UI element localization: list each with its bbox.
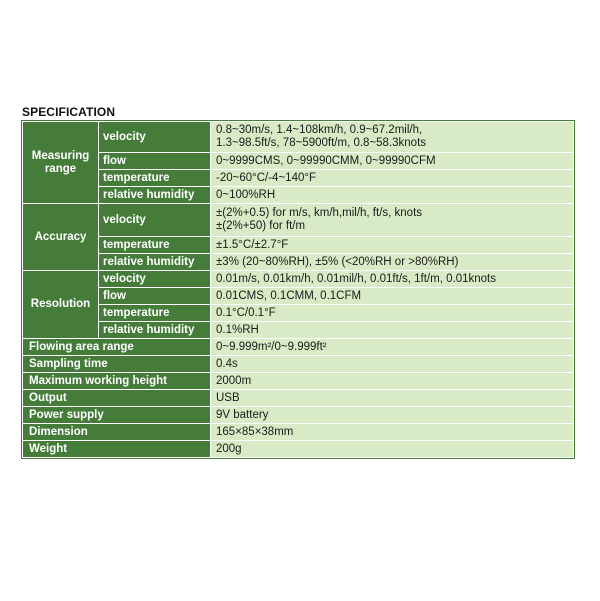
value-line: 1.3~98.5ft/s, 78~5900ft/m, 0.8~58.3knots [216, 137, 427, 149]
power-supply-label: Power supply [23, 407, 211, 424]
resolution-velocity-label: velocity [99, 271, 211, 288]
output-label: Output [23, 390, 211, 407]
measuring-humidity-label: relative humidity [99, 187, 211, 204]
weight-label: Weight [23, 441, 211, 458]
table-row [23, 204, 574, 237]
measuring-humidity-value: 0~100%RH [211, 187, 574, 204]
flowing-area-label: Flowing area range [23, 339, 211, 356]
resolution-flow-label: flow [99, 288, 211, 305]
value-line: ±(2%+50) for ft/m [216, 220, 306, 232]
measuring-flow-label: flow [99, 153, 211, 170]
table-row [23, 153, 574, 170]
max-height-label: Maximum working height [23, 373, 211, 390]
resolution-velocity-value: 0.01m/s, 0.01km/h, 0.01mil/h, 0.01ft/s, 1ft/m, 0.01knots [211, 271, 574, 288]
sampling-time-label: Sampling time [23, 356, 211, 373]
accuracy-humidity-value: ±3% (20~80%RH), ±5% (<20%RH or >80%RH) [211, 254, 574, 271]
output-value: USB [211, 390, 574, 407]
table-row [23, 122, 574, 153]
resolution-humidity-label: relative humidity [99, 322, 211, 339]
resolution-temperature-value: 0.1°C/0.1°F [211, 305, 574, 322]
resolution-temperature-label: temperature [99, 305, 211, 322]
measuring-range-label: Measuring range [23, 122, 99, 204]
table-row [23, 424, 574, 441]
table-row [23, 288, 574, 305]
accuracy-velocity-value [211, 204, 574, 237]
table-row [23, 339, 574, 356]
accuracy-temperature-value: ±1.5°C/±2.7°F [211, 237, 574, 254]
accuracy-label: Accuracy [23, 204, 99, 271]
table-row [23, 373, 574, 390]
table-row [23, 390, 574, 407]
table-row [23, 407, 574, 424]
value-line: 0.8~30m/s, 1.4~108km/h, 0.9~67.2mil/h, [216, 124, 423, 136]
accuracy-humidity-label: relative humidity [99, 254, 211, 271]
table-row [23, 305, 574, 322]
table-row [23, 441, 574, 458]
resolution-flow-value: 0.01CMS, 0.1CMM, 0.1CFM [211, 288, 574, 305]
table-row [23, 254, 574, 271]
measuring-velocity-label: velocity [99, 122, 211, 153]
measuring-temperature-label: temperature [99, 170, 211, 187]
value-line: ±(2%+0.5) for m/s, km/h,mil/h, ft/s, knots [216, 207, 423, 219]
table-row [23, 271, 574, 288]
accuracy-temperature-label: temperature [99, 237, 211, 254]
sampling-time-value: 0.4s [211, 356, 574, 373]
dimension-value: 165×85×38mm [211, 424, 574, 441]
measuring-temperature-value: -20~60°C/-4~140°F [211, 170, 574, 187]
max-height-value: 2000m [211, 373, 574, 390]
resolution-humidity-value: 0.1%RH [211, 322, 574, 339]
table-row [23, 237, 574, 254]
page-title: SPECIFICATION [22, 105, 116, 119]
flowing-area-value: 0~9.999m²/0~9.999ft² [211, 339, 574, 356]
table-row [23, 356, 574, 373]
weight-value: 200g [211, 441, 574, 458]
dimension-label: Dimension [23, 424, 211, 441]
measuring-velocity-value [211, 122, 574, 153]
accuracy-velocity-label: velocity [99, 204, 211, 237]
measuring-flow-value: 0~9999CMS, 0~99990CMM, 0~99990CFM [211, 153, 574, 170]
table-row [23, 322, 574, 339]
resolution-label: Resolution [23, 271, 99, 339]
table-row [23, 170, 574, 187]
table-row [23, 187, 574, 204]
specification-table [22, 121, 574, 458]
power-supply-value: 9V battery [211, 407, 574, 424]
